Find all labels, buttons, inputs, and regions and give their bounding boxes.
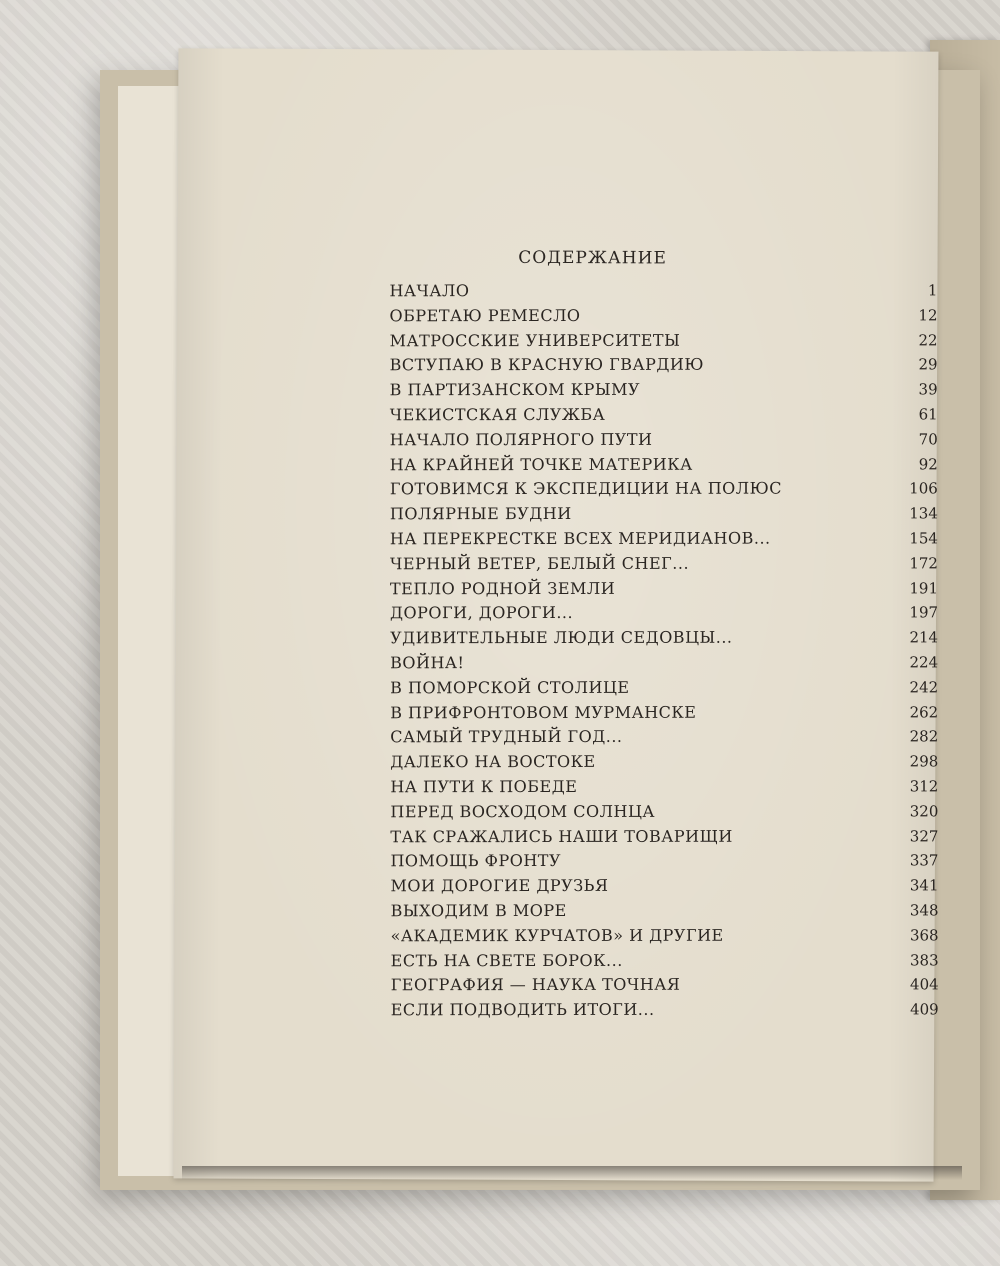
toc-entry-title: ГОТОВИМСЯ К ЭКСПЕДИЦИИ НА ПОЛЮС [389, 478, 782, 499]
toc-entry [390, 851, 938, 877]
toc-entry [390, 355, 938, 381]
toc-entry-page: 409 [910, 1000, 939, 1019]
toc-entry-title: ПЕРЕД ВОСХОДОМ СОЛНЦА [390, 801, 656, 822]
toc-entry-title: ЧЕКИСТСКАЯ СЛУЖБА [389, 404, 606, 425]
toc-entry-page: 337 [909, 851, 939, 870]
toc-entry-title: ТЕПЛО РОДНОЙ ЗЕМЛИ [389, 578, 616, 598]
toc-entry-page: 12 [918, 306, 938, 325]
toc-entry-title: ЧЕРНЫЙ ВЕТЕР, БЕЛЫЙ СНЕГ... [389, 553, 690, 574]
toc-entry-page: 282 [909, 727, 939, 746]
toc-entry [390, 702, 938, 728]
book-page [174, 48, 939, 1181]
toc-entry-title: В ПОМОРСКОЙ СТОЛИЦЕ [390, 677, 630, 698]
toc-entry-title: ПОМОЩЬ ФРОНТУ [390, 851, 562, 871]
toc-entry-page: 1 [927, 281, 938, 300]
toc-entry-title: ВОЙНА! [390, 653, 465, 673]
toc-entry-title: ВСТУПАЮ В КРАСНУЮ ГВАРДИЮ [389, 355, 704, 375]
toc-entry-title: ВЫХОДИМ В МОРЕ [390, 900, 567, 921]
toc-entry [389, 280, 937, 306]
toc-entry-page: 134 [909, 504, 938, 523]
toc-entry [390, 727, 938, 753]
toc-entry [390, 627, 938, 653]
toc-entry [390, 751, 938, 777]
toc-entry-page: 214 [909, 628, 939, 647]
toc-entry-title: «АКАДЕМИК КУРЧАТОВ» И ДРУГИЕ [390, 925, 724, 945]
toc-entry [390, 503, 938, 529]
toc-entry-title: НАЧАЛО ПОЛЯРНОГО ПУТИ [389, 429, 653, 450]
table-of-contents [389, 280, 938, 1025]
toc-entry [391, 950, 939, 976]
toc-entry-page: 341 [909, 876, 939, 895]
toc-entry-title: ЕСТЬ НА СВЕТЕ БОРОК... [390, 950, 623, 970]
page-edge-shadow [182, 1166, 962, 1180]
toc-entry-page: 327 [909, 826, 939, 845]
toc-entry-title: НА ПУТИ К ПОБЕДЕ [390, 776, 578, 797]
toc-entry-title: В ПАРТИЗАНСКОМ КРЫМУ [389, 380, 641, 400]
toc-entry-page: 348 [909, 901, 939, 920]
toc-entry-title: МАТРОССКИЕ УНИВЕРСИТЕТЫ [389, 330, 681, 350]
toc-entry-page: 106 [909, 479, 938, 498]
toc-entry [389, 305, 937, 331]
toc-entry-title: ГЕОГРАФИЯ — НАУКА ТОЧНАЯ [390, 975, 681, 995]
toc-entry [390, 776, 938, 802]
toc-entry [390, 553, 938, 579]
toc-entry-page: 320 [909, 802, 939, 821]
toc-entry [391, 999, 939, 1025]
toc-entry [390, 677, 938, 703]
toc-entry-title: САМЫЙ ТРУДНЫЙ ГОД... [390, 727, 623, 747]
toc-entry-title: УДИВИТЕЛЬНЫЕ ЛЮДИ СЕДОВЦЫ... [390, 627, 733, 648]
toc-entry-page: 197 [909, 603, 939, 622]
toc-entry-page: 242 [909, 678, 939, 697]
toc-entry-page: 29 [918, 355, 938, 374]
toc-entry [390, 801, 938, 827]
toc-entry-page: 368 [909, 926, 939, 945]
toc-entry-title: ДАЛЕКО НА ВОСТОКЕ [390, 752, 596, 772]
toc-entry-page: 92 [918, 454, 938, 473]
toc-entry [390, 528, 938, 554]
toc-entry-page: 191 [909, 578, 939, 597]
toc-entry-page: 298 [909, 752, 939, 771]
toc-entry [390, 875, 938, 901]
toc-entry-title: ПОЛЯРНЫЕ БУДНИ [389, 504, 572, 524]
toc-entry [390, 330, 938, 356]
toc-entry-page: 404 [910, 975, 939, 994]
toc-entry [390, 826, 938, 852]
toc-entry-page: 61 [918, 405, 938, 424]
toc-entry-page: 172 [909, 554, 938, 573]
toc-entry [390, 429, 938, 455]
toc-entry [390, 578, 938, 604]
toc-entry [390, 603, 938, 629]
toc-entry-title: ТАК СРАЖАЛИСЬ НАШИ ТОВАРИЩИ [390, 826, 733, 846]
toc-entry [390, 652, 938, 678]
toc-entry [391, 900, 939, 926]
toc-entry [391, 975, 939, 1001]
toc-entry-title: ОБРЕТАЮ РЕМЕСЛО [389, 305, 581, 326]
toc-entry-title: В ПРИФРОНТОВОМ МУРМАНСКЕ [390, 702, 697, 722]
toc-entry-title: ЕСЛИ ПОДВОДИТЬ ИТОГИ... [390, 999, 655, 1020]
page-title: СОДЕРЖАНИЕ [518, 247, 667, 269]
toc-entry [390, 404, 938, 430]
toc-entry-page: 262 [909, 702, 939, 721]
toc-entry [390, 454, 938, 480]
toc-entry [391, 925, 939, 951]
toc-entry-page: 22 [918, 330, 938, 349]
toc-entry-title: НА КРАЙНЕЙ ТОЧКЕ МАТЕРИКА [389, 454, 693, 474]
toc-entry [390, 380, 938, 406]
toc-entry-page: 39 [918, 380, 938, 399]
toc-entry [390, 479, 938, 505]
toc-entry-page: 383 [909, 950, 939, 969]
toc-entry-title: МОИ ДОРОГИЕ ДРУЗЬЯ [390, 876, 609, 896]
toc-entry-title: ДОРОГИ, ДОРОГИ... [390, 603, 574, 623]
toc-entry-page: 312 [909, 777, 939, 796]
toc-entry-title: НА ПЕРЕКРЕСТКЕ ВСЕХ МЕРИДИАНОВ... [389, 528, 771, 549]
toc-entry-title: НАЧАЛО [389, 281, 470, 301]
toc-entry-page: 70 [918, 430, 938, 449]
toc-entry-page: 224 [909, 653, 939, 672]
toc-entry-page: 154 [909, 529, 938, 548]
